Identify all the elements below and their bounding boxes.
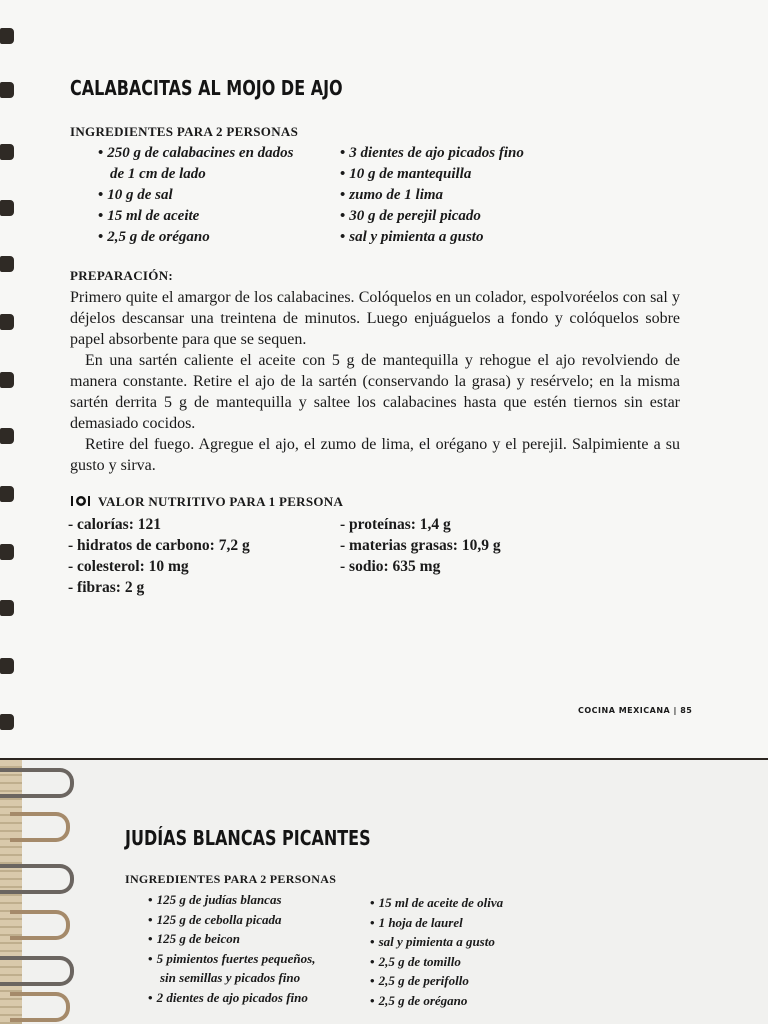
binding-ring bbox=[10, 812, 70, 842]
ingredient-item: de 1 cm de lado bbox=[110, 166, 206, 182]
ingredient-item: • 10 g de sal bbox=[98, 185, 294, 206]
ingredient-item: • 2,5 g de tomillo bbox=[370, 952, 503, 972]
preparation-paragraph: Primero quite el amargor de los calabacines. Colóquelos en un colador, espolvoréelos con sal y déjelos descansar una treintena de minutos. Luego enjuáguelos a fondo y colóquelos sobre papel absorbente para que se sequen. bbox=[70, 289, 680, 348]
binding-ring bbox=[0, 768, 74, 798]
ingredient-item: • 15 ml de aceite bbox=[98, 206, 294, 227]
ingredient-item: • zumo de 1 lima bbox=[340, 185, 524, 206]
recipe-page-bottom bbox=[0, 760, 768, 1024]
nutrition-heading: VALOR NUTRITIVO PARA 1 PERSONA bbox=[70, 494, 343, 511]
binding-ring bbox=[10, 910, 70, 940]
page-footer: COCINA MEXICANA | 85 bbox=[578, 706, 693, 715]
recipe-title: JUDÍAS BLANCAS PICANTES bbox=[125, 826, 371, 850]
binding-holes bbox=[0, 0, 18, 758]
ingredients-list-left bbox=[148, 890, 315, 1007]
recipe-title: CALABACITAS AL MOJO DE AJO bbox=[70, 76, 343, 100]
nutrition-item: - proteínas: 1,4 g bbox=[340, 516, 451, 533]
ingredient-item: • 125 g de cebolla picada bbox=[148, 910, 315, 930]
nutrition-item: - hidratos de carbono: 7,2 g bbox=[68, 537, 250, 554]
binding-ring bbox=[10, 992, 70, 1022]
ingredient-item: • 2,5 g de perifollo bbox=[370, 971, 503, 991]
ingredient-item: • 2,5 g de orégano bbox=[98, 227, 294, 248]
binding-ring bbox=[0, 864, 74, 894]
ingredient-item: • 1 hoja de laurel bbox=[370, 913, 503, 933]
plate-cutlery-icon bbox=[70, 495, 92, 511]
ingredient-item: • 3 dientes de ajo picados fino bbox=[340, 143, 524, 164]
ingredients-list-right bbox=[370, 893, 503, 1010]
ingredient-item: • 15 ml de aceite de oliva bbox=[370, 893, 503, 913]
ingredient-item: • sal y pimienta a gusto bbox=[370, 932, 503, 952]
ingredient-item: • 2 dientes de ajo picados fino bbox=[148, 988, 315, 1008]
ingredient-item: • 125 g de judías blancas bbox=[148, 890, 315, 910]
ingredient-item: • 125 g de beicon bbox=[148, 929, 315, 949]
nutrition-item: - calorías: 121 bbox=[68, 516, 161, 533]
preparation-heading: PREPARACIÓN: bbox=[70, 268, 174, 283]
ingredient-item: • 10 g de mantequilla bbox=[340, 164, 524, 185]
ingredients-heading: INGREDIENTES PARA 2 PERSONAS bbox=[125, 872, 337, 886]
ingredient-item: • 30 g de perejil picado bbox=[340, 206, 524, 227]
ingredient-item: sin semillas y picados fino bbox=[160, 970, 301, 985]
nutrition-item: - fibras: 2 g bbox=[68, 579, 145, 596]
nutrition-list-left bbox=[68, 514, 250, 598]
preparation-paragraph: En una sartén caliente el aceite con 5 g de mantequilla y rehogue el ajo revolviendo de manera constante. Retire el ajo de la sartén (conservando la grasa) y resérvelo; en la misma sartén derrita 5 g de mantequilla y saltee los calabacines hasta que estén tiernos sin estar demasiado cocidos. bbox=[70, 352, 680, 432]
ingredient-item: • 2,5 g de orégano bbox=[370, 991, 503, 1011]
ingredients-list-right bbox=[340, 143, 524, 248]
binding-ring bbox=[0, 956, 74, 986]
nutrition-item: - colesterol: 10 mg bbox=[68, 558, 189, 575]
ingredient-item: • 250 g de calabacines en dados bbox=[98, 143, 294, 164]
ingredients-list-left bbox=[98, 143, 294, 248]
nutrition-item: - materias grasas: 10,9 g bbox=[340, 537, 501, 554]
ingredient-item: • 5 pimientos fuertes pequeños, bbox=[148, 949, 315, 969]
ingredients-heading: INGREDIENTES PARA 2 PERSONAS bbox=[70, 124, 299, 139]
preparation-paragraph: Retire del fuego. Agregue el ajo, el zumo de lima, el orégano y el perejil. Salpimiente a su gusto y sirva. bbox=[70, 436, 680, 474]
ingredient-item: • sal y pimienta a gusto bbox=[340, 227, 524, 248]
nutrition-list-right bbox=[340, 514, 501, 577]
nutrition-item: - sodio: 635 mg bbox=[340, 558, 441, 575]
preparation-text bbox=[70, 287, 680, 476]
